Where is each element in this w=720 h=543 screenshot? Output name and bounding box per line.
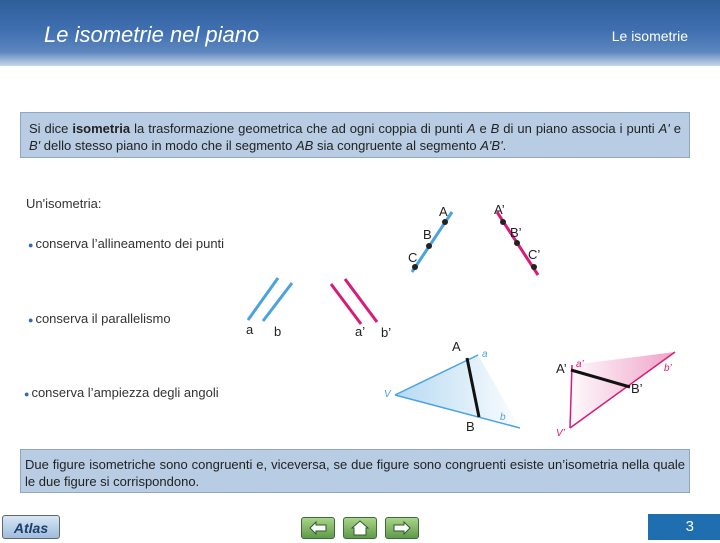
label-vertex-prime: V’	[556, 428, 565, 439]
bullet-icon: ●	[24, 388, 30, 399]
page-number: 3	[685, 518, 694, 535]
point-b-prime-dot	[514, 240, 520, 246]
bullet-icon: ●	[28, 239, 34, 250]
label-ray-a: a	[482, 349, 488, 360]
label-angle-a-prime: A’	[556, 361, 567, 376]
bullet-parallelism-text: conserva il parallelismo	[35, 311, 171, 326]
section-title: Le isometrie	[611, 28, 688, 44]
page-title: Le isometrie nel piano	[44, 22, 260, 47]
home-button[interactable]	[343, 517, 377, 539]
label-ray-b: b	[500, 412, 506, 423]
line-b-prime	[345, 279, 377, 322]
point-b-prime: B'	[29, 138, 41, 153]
point-a-prime-dot	[500, 219, 506, 225]
line-a-prime	[331, 284, 361, 324]
label-angle-a: A	[452, 339, 461, 354]
next-button[interactable]	[385, 517, 419, 539]
definition-text-8: .	[502, 138, 507, 153]
point-a: A	[466, 121, 476, 136]
line-a	[248, 278, 278, 320]
point-a-prime: A'	[658, 121, 670, 136]
label-line-a: a	[246, 322, 254, 337]
definition-text-4: di un piano associa i punti	[499, 121, 659, 136]
definition-text-3: e	[475, 121, 491, 136]
label-a-prime: A’	[494, 202, 505, 217]
prev-button[interactable]	[301, 517, 335, 539]
segment-ab: AB	[295, 138, 314, 153]
label-line-b-prime: b’	[381, 325, 392, 340]
segment-a-prime-b-prime: A'B'	[480, 138, 503, 153]
definition-text-2: la trasformazione geometrica che ad ogni coppia di punti	[130, 121, 467, 136]
label-a: A	[439, 204, 448, 219]
definition-term: isometria	[72, 121, 131, 136]
intro-text: Un'isometria:	[26, 196, 102, 211]
atlas-logo: Atlas	[2, 515, 60, 539]
definition-text-1: Si dice	[29, 121, 73, 136]
bullet-collinearity-text: conserva l’allineamento dei punti	[35, 236, 225, 251]
label-ray-a-prime: a’	[576, 359, 584, 370]
conclusion-box	[20, 449, 690, 493]
definition-text-5: e	[669, 121, 681, 136]
bullet-angles-text: conserva l’ampiezza degli angoli	[31, 385, 219, 400]
label-c-prime: C’	[528, 247, 541, 262]
label-c: C	[408, 250, 418, 265]
home-icon	[344, 518, 376, 538]
line-b	[263, 283, 292, 321]
label-b: B	[423, 227, 432, 242]
point-c-prime-dot	[531, 264, 537, 270]
label-angle-b-prime: B’	[631, 381, 643, 396]
conclusion-text: Due figure isometriche sono congruenti e, viceversa, se due figure sono congruenti esiste un’isometria nella quale le due figure si corrispondono.	[25, 457, 685, 489]
label-angle-b: B	[466, 419, 475, 434]
left-arrow-icon	[302, 518, 334, 538]
point-a-dot	[442, 219, 448, 225]
definition-text-7: sia congruente al segmento	[313, 138, 481, 153]
bullet-icon: ●	[28, 314, 34, 325]
label-b-prime: B’	[510, 225, 522, 240]
label-ray-b-prime: b’	[664, 363, 672, 374]
point-b: B	[490, 121, 500, 136]
point-b-dot	[426, 243, 432, 249]
label-vertex: V	[384, 389, 391, 400]
label-line-a-prime: a’	[355, 324, 366, 339]
page-number-badge	[648, 514, 720, 540]
label-line-b: b	[274, 324, 282, 339]
definition-text-6: dello stesso piano in modo che il segmento	[40, 138, 296, 153]
right-arrow-icon	[386, 518, 418, 538]
